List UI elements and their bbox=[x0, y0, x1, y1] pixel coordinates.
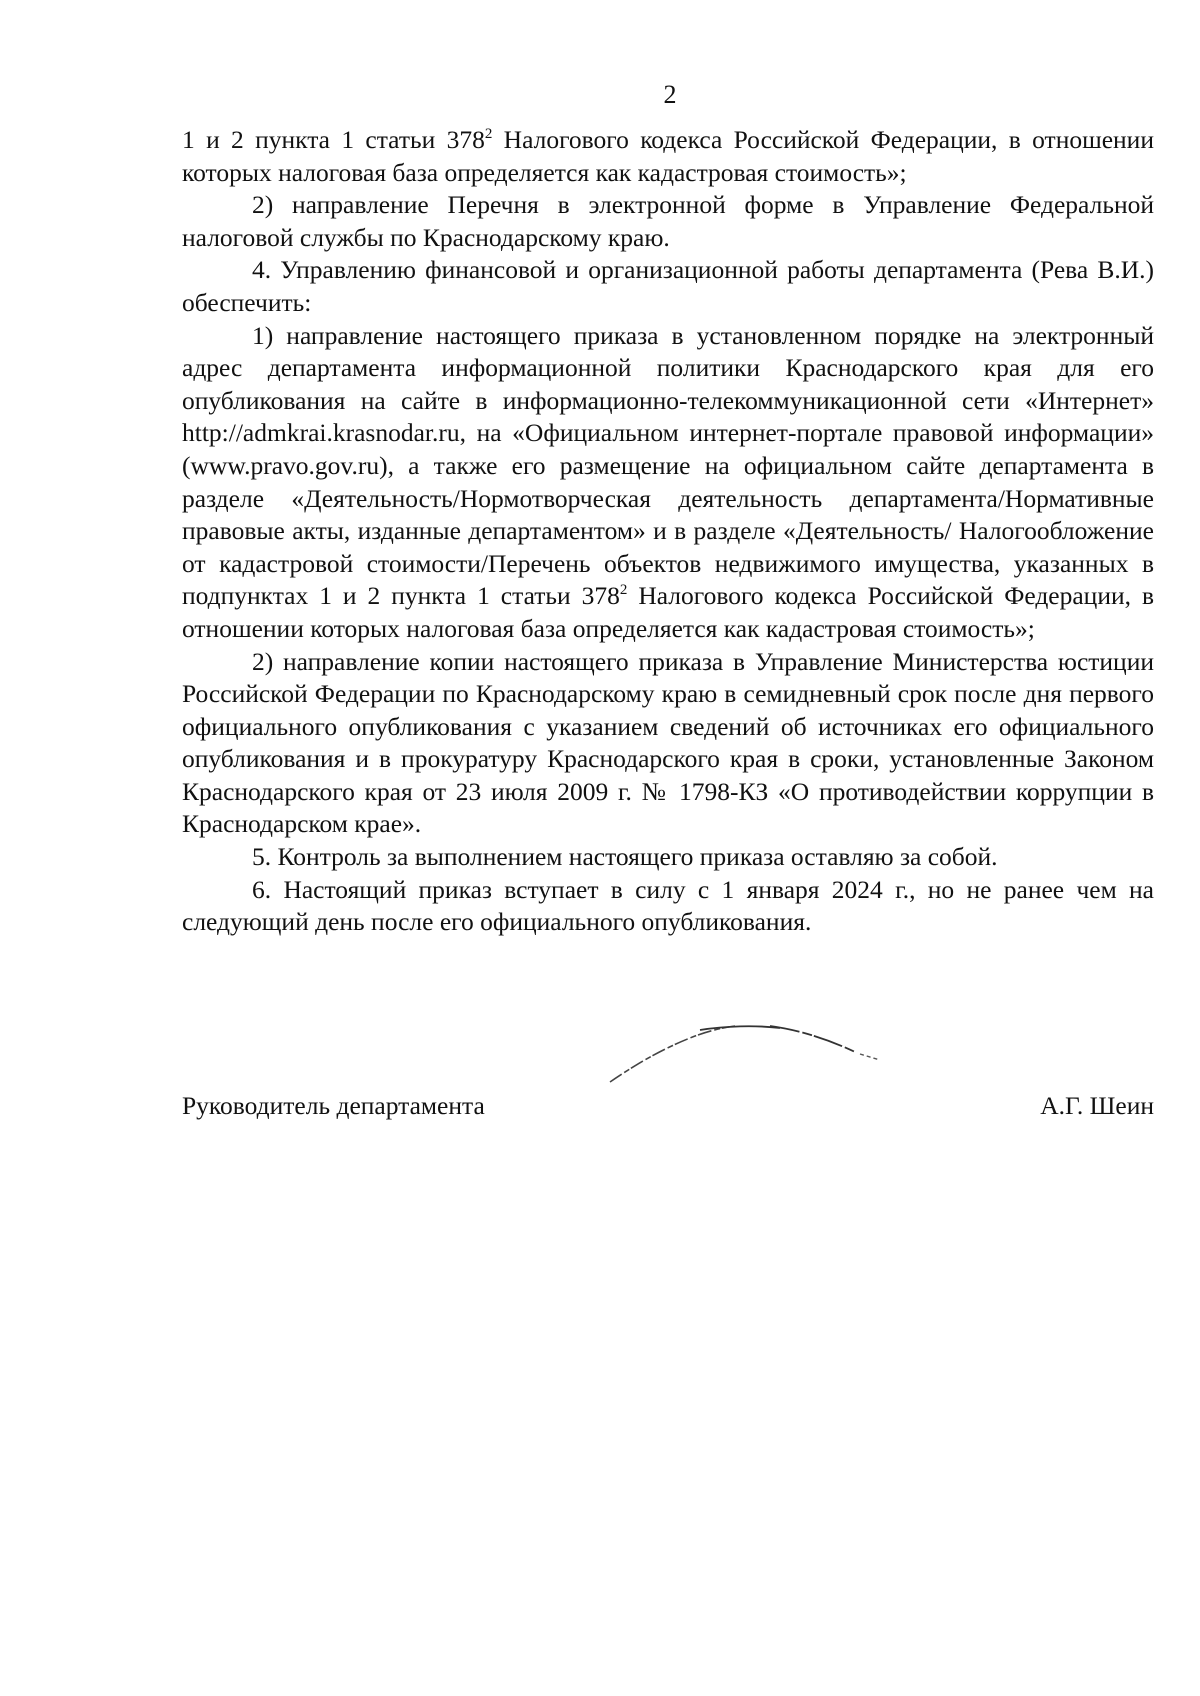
paragraph-text: 1) направление настоящего приказа в установленном порядке на электронный адрес департамента информационной политики Краснодарского края для его опубликования на сайте в информационно-телекоммуникационной сети «Интернет» http://admkrai.krasnodar.ru, на «Официальном интернет-портале правовой информации» (www.pravo.gov.ru), а также его размещение на официальном сайте департамента в разделе «Деятельность/Нормотворческая деятельность департамента/Нормативные правовые акты, изданные департаментом» и в разделе «Деятельность/ Налогообложение от кадастровой стоимости/Перечень объектов недвижимого имущества, указанных в подпунктах 1 и 2 пункта 1 статьи 378 bbox=[182, 320, 1154, 611]
signatory-role: Руководитель департамента bbox=[182, 1091, 485, 1120]
superscript: 2 bbox=[484, 126, 493, 142]
superscript: 2 bbox=[619, 582, 628, 599]
paragraph-item-5: 5. Контроль за выполнением настоящего приказа оставляю за собой. bbox=[252, 842, 998, 872]
paragraph-item-4: 4. Управлению финансовой и организационной работы департамента (Рева В.И.) обеспечить: bbox=[182, 255, 1154, 317]
paragraph-item-4-2: 2) направление копии настоящего приказа в Управление Министерства юстиции Российской Федерации по Краснодарскому краю в семидневный срок после дня первого официального опубликования с указанием сведений об источниках его официального опубликования и в прокуратуру Краснодарского края в сроки, установленные Законом Краснодарского края от 23 июля 2009 г. № 1798-КЗ «О противодействии коррупции в Краснодарском крае». bbox=[182, 646, 1154, 839]
paragraph-item-4-1 bbox=[182, 320, 1154, 646]
paragraph-item-6: 6. Настоящий приказ вступает в силу с 1 января 2024 г., но не ранее чем на следующий день после его официального опубликования. bbox=[182, 874, 1154, 937]
page-number: 2 bbox=[663, 80, 677, 109]
paragraph-text: Налогового кодекса Российской Федерации, в отношении которых налоговая база определяется как кадастровая стоимость»; bbox=[182, 125, 1154, 187]
document-body bbox=[182, 124, 1154, 939]
paragraph-text: Налогового кодекса Российской Федерации, в отношении которых налоговая база определяется как кадастровая стоимость»; bbox=[182, 581, 1155, 643]
handwritten-signature bbox=[605, 1020, 885, 1090]
signatory-name: А.Г. Шеин bbox=[1040, 1091, 1154, 1120]
paragraph-continuation bbox=[182, 124, 1154, 189]
paragraph-text: 1 и 2 пункта 1 статьи 378 bbox=[182, 125, 485, 154]
paragraph-item-2-fns: 2) направление Перечня в электронной форме в Управление Федеральной налоговой службы по Краснодарскому краю. bbox=[182, 190, 1154, 252]
